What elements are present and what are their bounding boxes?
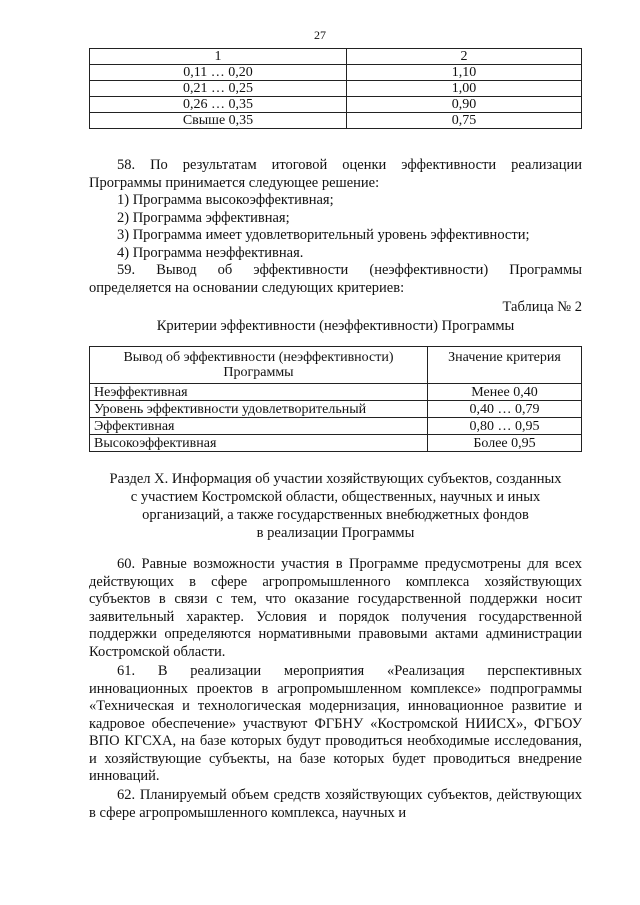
table-cell: Более 0,95 — [428, 435, 582, 452]
table-row — [90, 113, 582, 129]
list-item: 2) Программа эффективная; — [117, 209, 290, 226]
table-header-cell: 1 — [90, 49, 347, 65]
table-cell: 0,21 … 0,25 — [90, 81, 347, 97]
table-row — [90, 81, 582, 97]
paragraph-line: 58. По результатам итоговой оценки эффективности реализации — [117, 157, 582, 173]
table-header-cell: Вывод об эффективности (неэффективности) Программы — [90, 347, 428, 384]
paragraph-line: Программы принимается следующее решение: — [89, 174, 380, 191]
table-header-cell: Значение критерия — [428, 347, 582, 384]
criteria-table — [89, 346, 582, 452]
paragraph-62: 62. Планируемый объем средств хозяйствующих субъектов, действующих в сфере агропромышленного комплекса, научных и — [89, 787, 582, 821]
paragraph-61: 61. В реализации мероприятия «Реализация перспективных инновационных проектов в агропромышленном комплексе» подпрограммы «Техническая и технологическая модернизация, инновационное развитие и кадровое обеспечение» участвуют ФГБНУ «Костромской НИИСХ», ФГБОУ ВПО КГСХА, на базе которых будут проводиться необходимые исследования, и хозяйствующие субъекты, на базе которых будет проводиться внедрение инноваций. — [89, 663, 582, 784]
heading-line: Раздел X. Информация об участии хозяйствующих субъектов, созданных — [109, 471, 562, 487]
table-cell: Высокоэффективная — [90, 435, 428, 452]
paragraph-line: 59. Вывод об эффективности (неэффективности) Программы — [117, 262, 582, 278]
table-row — [90, 65, 582, 81]
page-number: 27 — [314, 28, 326, 42]
table-cell: Менее 0,40 — [428, 384, 582, 401]
table-cell: 0,90 — [347, 97, 582, 113]
table-cell: 0,75 — [347, 113, 582, 129]
table-row — [90, 418, 582, 435]
table-row — [90, 435, 582, 452]
list-item: 1) Программа высокоэффективная; — [117, 192, 334, 208]
table-cell: 1,00 — [347, 81, 582, 97]
heading-line: организаций, а также государственных внебюджетных фондов — [142, 507, 529, 523]
table-row — [90, 401, 582, 418]
section-heading — [89, 470, 582, 542]
heading-line: с участием Костромской области, общественных, научных и иных — [130, 489, 541, 505]
paragraph-60: 60. Равные возможности участия в Программе предусмотрены для всех действующих в сфере агропромышленного комплекса хозяйствующих субъектов в связи с тем, что оказание государственной поддержки носит заявительный характер. Условия и порядок получения государственной поддержки определяются нормативными правовыми актами администрации Костромской области. — [89, 556, 582, 660]
list-item: 3) Программа имеет удовлетворительный уровень эффективности; — [117, 227, 530, 243]
table-cell: Неэффективная — [90, 384, 428, 401]
list-item: 4) Программа неэффективная. — [117, 244, 304, 261]
paragraph-59 — [89, 262, 582, 297]
paragraph-line: определяется на основании следующих критериев: — [89, 279, 405, 296]
table-cell: Уровень эффективности удовлетворительный — [90, 401, 428, 418]
table-cell: 1,10 — [347, 65, 582, 81]
table-header-cell: 2 — [347, 49, 582, 65]
table-row — [90, 384, 582, 401]
table-header-row — [90, 347, 582, 384]
table-row — [90, 97, 582, 113]
heading-line: в реализации Программы — [256, 525, 415, 541]
table-cell: 0,40 … 0,79 — [428, 401, 582, 418]
coefficient-table — [89, 48, 582, 129]
table-cell: Свыше 0,35 — [90, 113, 347, 129]
table-label: Таблица № 2 — [502, 299, 582, 315]
table-header-row — [90, 49, 582, 65]
table-cell: Эффективная — [90, 418, 428, 435]
table-cell: 0,26 … 0,35 — [90, 97, 347, 113]
paragraph-58 — [89, 157, 582, 262]
table-cell: 0,80 … 0,95 — [428, 418, 582, 435]
table-cell: 0,11 … 0,20 — [90, 65, 347, 81]
table-title: Критерии эффективности (неэффективности) Программы — [156, 318, 515, 334]
